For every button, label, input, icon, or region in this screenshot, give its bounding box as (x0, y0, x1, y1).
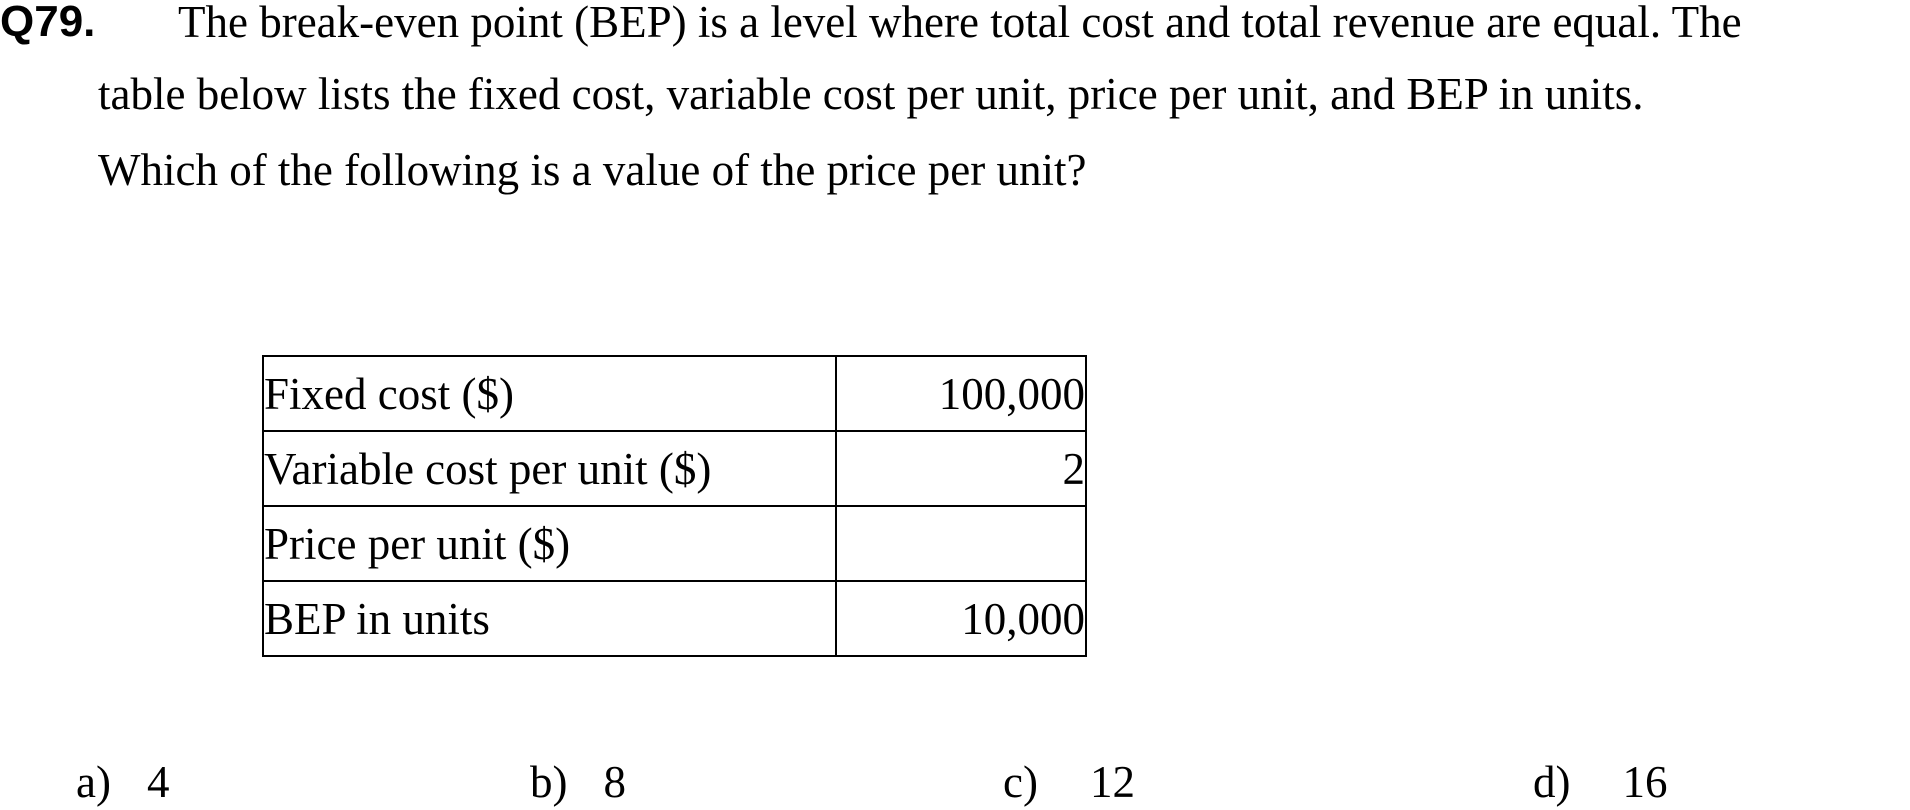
answer-option-a[interactable] (76, 758, 169, 806)
table-row-fixed-cost (263, 356, 1086, 431)
option-d-value: 16 (1622, 757, 1668, 807)
price-per-unit-value (836, 506, 1086, 581)
option-c-letter: c) (1003, 757, 1038, 807)
bep-units-value: 10,000 (836, 581, 1086, 656)
question-text-line-3: Which of the following is a value of the price per unit? (98, 145, 1087, 195)
cost-table (262, 355, 1087, 657)
option-a-value: 4 (146, 757, 170, 807)
fixed-cost-value: 100,000 (836, 356, 1086, 431)
answer-option-d[interactable] (1533, 758, 1668, 806)
fixed-cost-label: Fixed cost ($) (263, 356, 836, 431)
table-row-bep-units (263, 581, 1086, 656)
table-row-variable-cost (263, 431, 1086, 506)
option-b-letter: b) (530, 757, 568, 807)
question-text-line-2: table below lists the fixed cost, variable cost per unit, price per unit, and BEP in units. (98, 69, 1644, 119)
answer-option-c[interactable] (1003, 758, 1135, 806)
bep-units-label: BEP in units (263, 581, 836, 656)
variable-cost-value: 2 (836, 431, 1086, 506)
option-b-value: 8 (603, 757, 626, 807)
answer-option-b[interactable] (530, 758, 626, 806)
table-row-price-per-unit (263, 506, 1086, 581)
option-d-letter: d) (1533, 757, 1571, 807)
question-text-line-1: The break-even point (BEP) is a level where total cost and total revenue are equal. The (178, 0, 1742, 47)
variable-cost-label: Variable cost per unit ($) (263, 431, 836, 506)
question-number: Q79. (0, 0, 96, 46)
price-per-unit-label: Price per unit ($) (263, 506, 836, 581)
option-c-value: 12 (1089, 757, 1135, 807)
option-a-letter: a) (76, 757, 111, 807)
